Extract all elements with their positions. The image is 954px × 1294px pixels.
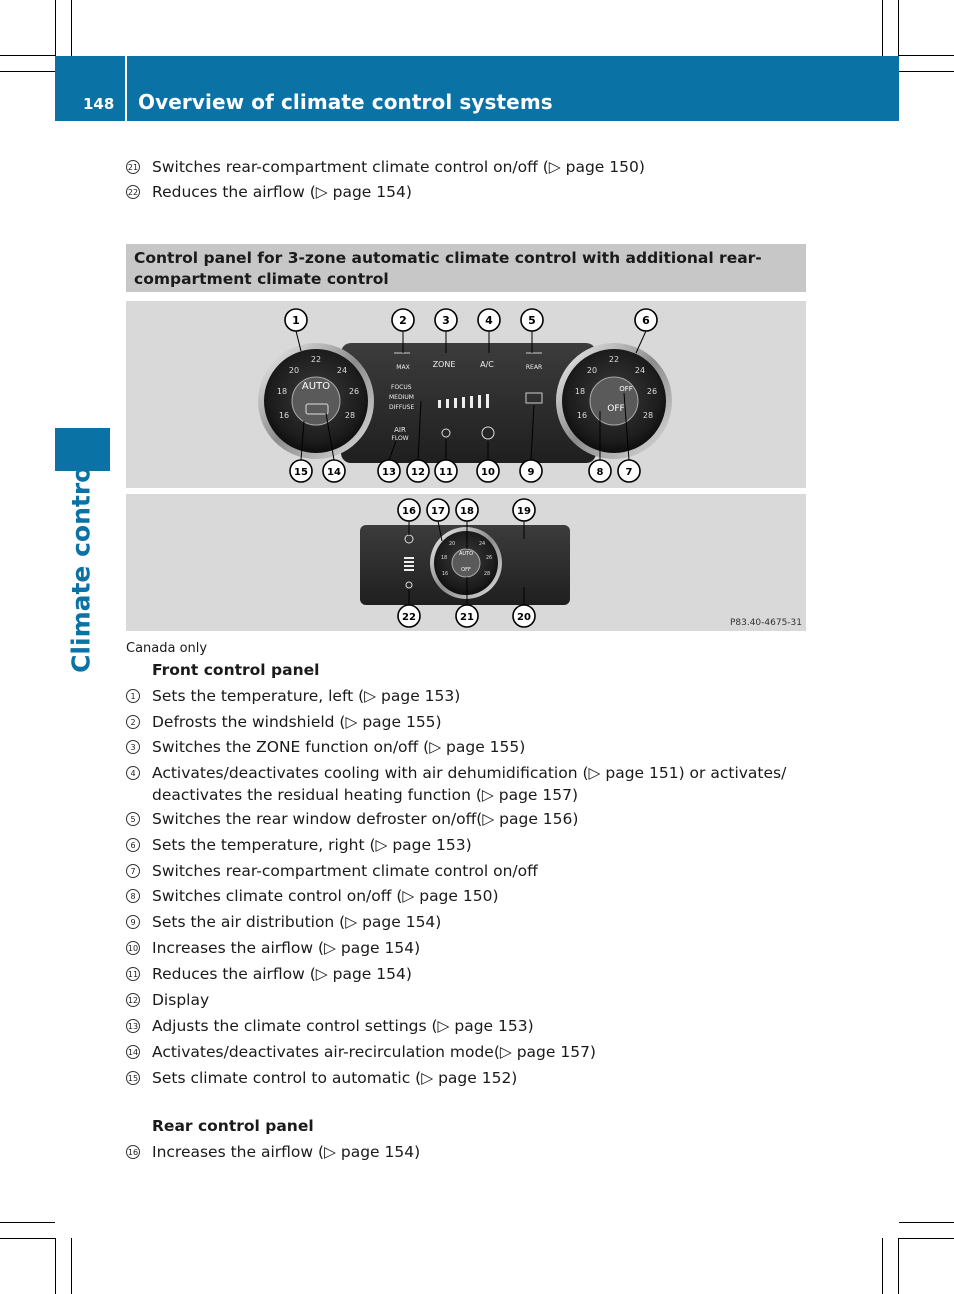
crop-mark (899, 1222, 954, 1223)
control-panel-figure (126, 301, 806, 631)
item-text: Sets the temperature, right (▷ page 153) (152, 836, 472, 854)
rear-auto-label: AUTO (458, 551, 474, 557)
crop-mark (0, 71, 55, 72)
air-label: AIR (394, 426, 406, 434)
item-text: Defrosts the windshield (▷ page 155) (152, 713, 442, 731)
item-text: Adjusts the climate control settings (▷ page 153) (152, 1017, 534, 1035)
callout-number: 20 (517, 612, 531, 623)
crop-mark (899, 71, 954, 72)
temp-tick: 18 (574, 387, 586, 396)
callout-number: 13 (382, 467, 396, 478)
callout-number: 3 (442, 314, 450, 327)
temp-tick: 24 (336, 366, 348, 375)
crop-mark (71, 1238, 72, 1294)
callout-number: 5 (528, 314, 536, 327)
crop-mark (55, 0, 56, 56)
item-text: Activates/deactivates cooling with air dehumidification (▷ page 151) or activates/ (152, 764, 787, 782)
callout-number: 9 (527, 467, 535, 478)
temp-tick: 16 (278, 411, 290, 420)
temp-tick: 20 (448, 541, 456, 547)
callout-number: 1 (292, 314, 300, 327)
temp-tick: 28 (483, 571, 491, 577)
figure-code: P83.40-4675-31 (729, 618, 802, 628)
crop-mark (898, 0, 899, 56)
item-number: 22 (126, 185, 140, 199)
crop-mark (0, 1238, 55, 1239)
item-text: Reduces the airflow (▷ page 154) (152, 183, 412, 201)
crop-mark (882, 0, 883, 56)
auto-label: AUTO (301, 381, 331, 392)
section-title (134, 248, 762, 290)
item-number: 1 (126, 689, 140, 703)
callout-number: 10 (481, 467, 495, 478)
item-number: 6 (126, 838, 140, 852)
item-text: Sets the temperature, left (▷ page 153) (152, 687, 461, 705)
callout-number: 4 (485, 314, 493, 327)
rear-label: REAR (525, 364, 543, 371)
item-number: 9 (126, 915, 140, 929)
callout-number: 22 (402, 612, 416, 623)
rear-off-label: OFF (619, 385, 633, 393)
crop-mark (899, 55, 954, 56)
item-text-continued: deactivates the residual heating function (▷ page 157) (152, 786, 579, 804)
page-number: 148 (83, 95, 115, 113)
callout-number: 17 (431, 506, 445, 517)
item-number: 4 (126, 766, 140, 780)
temp-tick: 22 (310, 355, 322, 364)
off-label: OFF (607, 404, 625, 414)
front-panel-heading: Front control panel (152, 661, 320, 679)
item-text: Switches rear-compartment climate control on/off (▷ page 150) (152, 158, 645, 176)
callout-number: 18 (460, 506, 474, 517)
temp-tick: 18 (440, 555, 448, 561)
temp-tick: 18 (276, 387, 288, 396)
max-label: MAX (396, 364, 410, 371)
temp-tick: 26 (646, 387, 658, 396)
item-number: 15 (126, 1071, 140, 1085)
page-title: Overview of climate control systems (138, 90, 553, 114)
temp-tick: 24 (634, 366, 646, 375)
figure-caption: Canada only (126, 641, 208, 656)
item-text: Reduces the airflow (▷ page 154) (152, 965, 412, 983)
temp-tick: 26 (485, 555, 493, 561)
item-text: Increases the airflow (▷ page 154) (152, 939, 421, 957)
flow-label: FLOW (391, 435, 409, 442)
item-number: 13 (126, 1019, 140, 1033)
item-text: Switches rear-compartment climate control on/off (152, 862, 538, 880)
callout-number: 15 (294, 467, 308, 478)
callout-number: 11 (439, 467, 453, 478)
callout-number: 19 (517, 506, 531, 517)
item-text: Sets the air distribution (▷ page 154) (152, 913, 442, 931)
item-number: 5 (126, 812, 140, 826)
item-text: Increases the airflow (▷ page 154) (152, 1143, 421, 1161)
temp-tick: 20 (288, 366, 300, 375)
section-heading (126, 244, 806, 292)
callout-number: 14 (327, 467, 341, 478)
callout-number: 12 (411, 467, 425, 478)
focus-label: FOCUS (391, 384, 412, 391)
item-text: Switches the rear window defroster on/off(▷ page 156) (152, 810, 579, 828)
item-number: 2 (126, 715, 140, 729)
crop-mark (898, 1238, 899, 1294)
section-title-line: Control panel for 3-zone automatic climate control with additional rear- (134, 249, 762, 267)
item-text: Sets climate control to automatic (▷ page 152) (152, 1069, 518, 1087)
item-text: Display (152, 991, 210, 1009)
header-divider (125, 56, 127, 121)
callout-number: 8 (596, 467, 604, 478)
control-panel-illustration (126, 301, 806, 631)
side-tab-label: Climate control (66, 457, 96, 673)
crop-mark (71, 0, 72, 56)
diffuse-label: DIFFUSE (389, 404, 415, 411)
ac-label: A/C (480, 360, 494, 369)
crop-mark (899, 1238, 954, 1239)
rear-panel-heading: Rear control panel (152, 1117, 314, 1135)
item-number: 8 (126, 889, 140, 903)
item-number: 3 (126, 740, 140, 754)
temp-tick: 20 (586, 366, 598, 375)
item-number: 21 (126, 160, 140, 174)
rear-off-label: OFF (461, 567, 471, 573)
callout-number: 2 (399, 314, 407, 327)
temp-tick: 22 (608, 355, 620, 364)
callout-number: 7 (625, 467, 633, 478)
temp-tick: 24 (478, 541, 486, 547)
temp-tick: 16 (441, 571, 449, 577)
temp-tick: 16 (576, 411, 588, 420)
item-text: Switches climate control on/off (▷ page 150) (152, 887, 499, 905)
temp-tick: 26 (348, 387, 360, 396)
item-number: 7 (126, 864, 140, 878)
item-number: 14 (126, 1045, 140, 1059)
callout-number: 16 (402, 506, 416, 517)
crop-mark (0, 55, 55, 56)
item-number: 16 (126, 1145, 140, 1159)
section-title-line: compartment climate control (134, 270, 389, 288)
item-number: 10 (126, 941, 140, 955)
crop-mark (55, 1238, 56, 1294)
item-text: Activates/deactivates air-recirculation mode(▷ page 157) (152, 1043, 596, 1061)
crop-mark (882, 1238, 883, 1294)
zone-label: ZONE (432, 360, 456, 369)
item-number: 12 (126, 993, 140, 1007)
crop-mark (0, 1222, 55, 1223)
temp-tick: 28 (642, 411, 654, 420)
medium-label: MEDIUM (389, 394, 414, 401)
item-number: 11 (126, 967, 140, 981)
page-header (55, 56, 899, 121)
temp-tick: 28 (344, 411, 356, 420)
callout-number: 21 (460, 612, 474, 623)
item-text: Switches the ZONE function on/off (▷ page 155) (152, 738, 526, 756)
callout-number: 6 (642, 314, 650, 327)
